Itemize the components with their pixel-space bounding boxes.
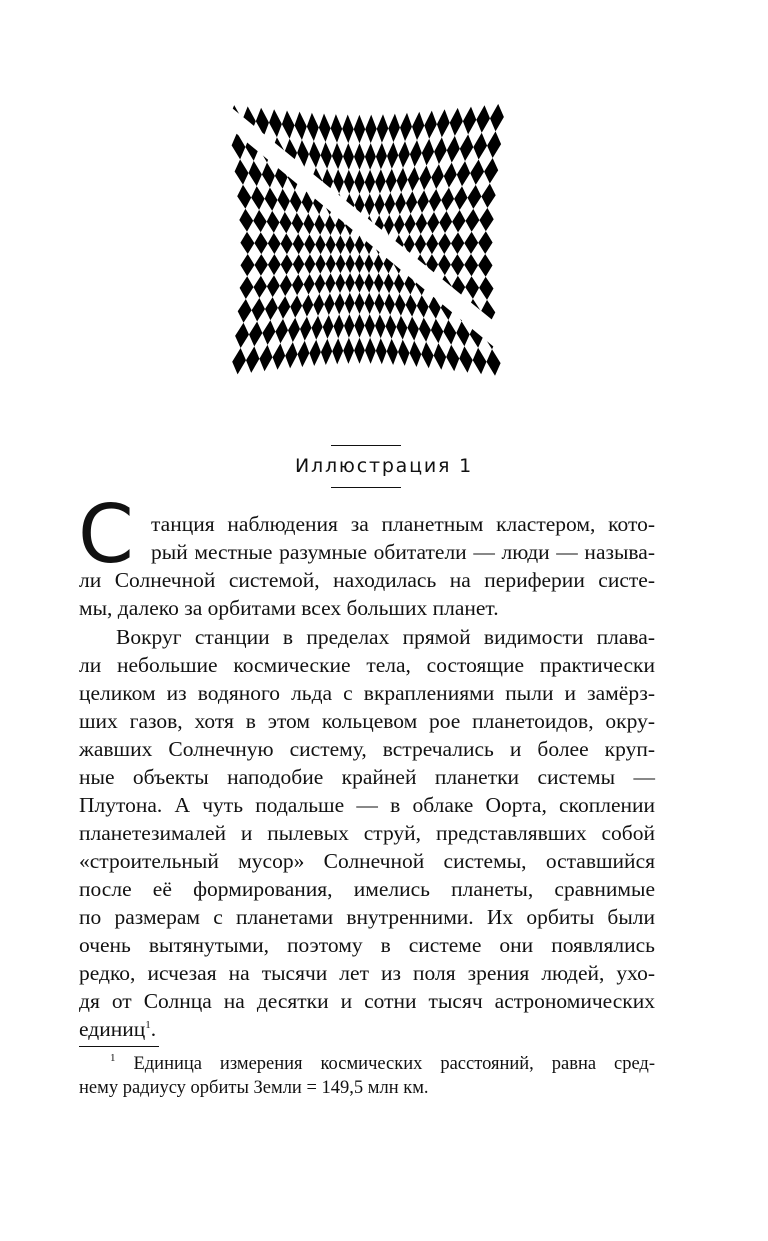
text-line: дя от Солнца на десятки и сотни тысяч астрономических (79, 989, 655, 1013)
triangle-pattern-graphic (220, 96, 512, 385)
footnote-text: Единица измерения космических расстояний, равна сред- (133, 1054, 655, 1074)
footnote-line (110, 1052, 655, 1076)
text-fragment: . (150, 1017, 157, 1041)
caption-rule-top (331, 445, 401, 446)
op-art-illustration (220, 96, 512, 385)
text-line: ших газов, хотя в этом кольцевом рое планетоидов, окру- (79, 709, 655, 733)
text-fragment: единиц (79, 1017, 146, 1041)
footnote-reference[interactable]: 1 (145, 1019, 151, 1031)
figure-caption: Иллюстрация 1 (295, 455, 473, 477)
text-line: редко, исчезая на тысячи лет из поля зрения людей, ухо- (79, 961, 655, 985)
footnote-rule (79, 1046, 159, 1047)
text-line: планетезималей и пылевых струй, представлявших собой (79, 821, 655, 845)
drop-cap-letter: С (78, 488, 134, 581)
text-line: мы, далеко за орбитами всех больших планет. (79, 596, 499, 620)
text-line: ли небольшие космические тела, состоящие практически (79, 653, 655, 677)
text-line: Плутона. А чуть подальше — в облаке Оорта, скоплении (79, 793, 655, 817)
text-line: целиком из водяного льда с вкраплениями пыли и замёрз- (79, 681, 655, 705)
footnote-line: нему радиусу орбиты Земли = 149,5 млн км. (79, 1078, 429, 1098)
text-line: жавших Солнечную систему, встречались и более круп- (79, 737, 655, 761)
text-line: «строительный мусор» Солнечной системы, оставшийся (79, 849, 655, 873)
text-line: очень вытянутыми, поэтому в системе они появлялись (79, 933, 655, 957)
text-line: ли Солнечной системой, находилась на периферии систе- (79, 568, 655, 592)
footnote-marker: 1 (110, 1052, 116, 1064)
text-line-last (79, 1015, 655, 1043)
text-line: по размерам с планетами внутренними. Их орбиты были (79, 905, 655, 929)
text-line: Вокруг станции в пределах прямой видимости плава- (116, 625, 655, 649)
caption-rule-bottom (331, 487, 401, 488)
text-line: ные объекты наподобие крайней планетки системы — (79, 765, 655, 789)
text-line: танция наблюдения за планетным кластером, кото- (151, 512, 655, 536)
text-line: рый местные разумные обитатели — люди — называ- (151, 540, 655, 564)
text-line: после её формирования, имелись планеты, сравнимые (79, 877, 655, 901)
